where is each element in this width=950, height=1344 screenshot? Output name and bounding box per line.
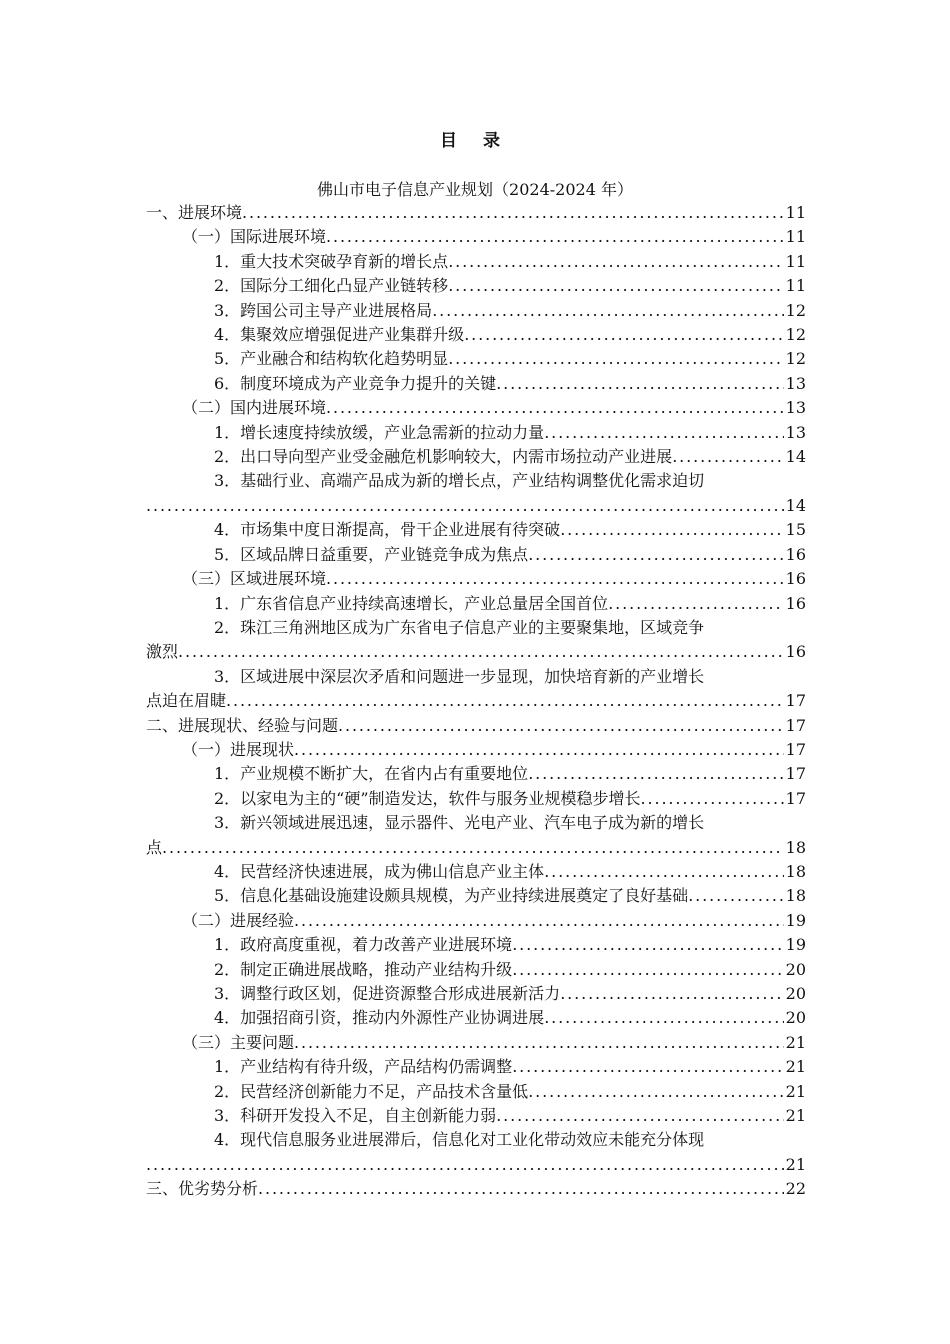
toc-entry-page: 11 xyxy=(785,251,806,271)
toc-entry-label: 2．制定正确进展战略，推动产业结构升级 xyxy=(214,959,513,979)
dot-leader xyxy=(338,714,784,738)
dot-leader xyxy=(512,958,783,982)
toc-entry-label: 3．新兴领域进展迅速，显示器件、光电产业、汽车电子成为新的增长 xyxy=(214,813,705,833)
toc-entry-page: 21 xyxy=(785,1106,806,1126)
toc-entry-label: 1．广东省信息产业持续高速增长，产业总量居全国首位 xyxy=(214,593,609,613)
toc-entry-item[interactable] xyxy=(146,884,806,908)
toc-entry-label: 4．加强招商引资，推动内外源性产业协调进展 xyxy=(214,1008,545,1028)
toc-entry-label: 1．产业规模不断扩大，在省内占有重要地位 xyxy=(214,764,529,784)
toc-entry-page: 12 xyxy=(785,325,806,345)
toc-entry-chapter-1[interactable] xyxy=(146,201,806,225)
dot-leader xyxy=(448,250,783,274)
toc-entry-label-cont: 点迫在眉睫 xyxy=(146,691,227,711)
dot-leader xyxy=(258,1177,784,1201)
toc-entry-item[interactable] xyxy=(146,299,806,323)
toc-entry-page: 11 xyxy=(785,227,806,247)
toc-entry-section[interactable] xyxy=(146,1031,806,1055)
toc-entry-label: 5．信息化基础设施建设颇具规模，为产业持续进展奠定了良好基础 xyxy=(214,886,689,906)
toc-entry-label: 1．增长速度持续放缓，产业急需新的拉动力量 xyxy=(214,422,545,442)
toc-entry-page: 13 xyxy=(785,398,806,418)
toc-entry-page: 16 xyxy=(785,544,806,564)
toc-entry-section[interactable] xyxy=(146,396,806,420)
toc-entry-item[interactable] xyxy=(146,518,806,542)
toc-entry-page: 20 xyxy=(785,984,806,1003)
toc-entry-item[interactable] xyxy=(146,762,806,786)
dot-leader xyxy=(294,1031,784,1055)
dot-leader xyxy=(672,445,783,469)
toc-entry-label: 3．调整行政区划，促进资源整合形成进展新活力 xyxy=(214,984,561,1003)
dot-leader xyxy=(528,762,783,786)
toc-entry-item[interactable] xyxy=(146,347,806,371)
toc-entry-page: 16 xyxy=(785,569,806,589)
toc-entry-item[interactable] xyxy=(146,274,806,298)
dot-leader xyxy=(226,689,784,713)
dot-leader xyxy=(528,543,783,567)
dot-leader xyxy=(512,933,783,957)
toc-entry-item[interactable] xyxy=(146,543,806,567)
dot-leader xyxy=(560,518,783,542)
toc-entry-label: 2．民营经济创新能力不足，产品技术含量低 xyxy=(214,1081,529,1101)
dot-leader xyxy=(146,1153,784,1177)
dot-leader xyxy=(641,787,784,811)
toc-entry-label: 3．基础行业、高端产品成为新的增长点，产业结构调整优化需求迫切 xyxy=(214,471,705,491)
dot-leader xyxy=(162,836,784,860)
dot-leader xyxy=(560,982,783,1006)
toc-entry-item[interactable] xyxy=(146,469,806,518)
toc-entry-page: 21 xyxy=(785,1081,806,1101)
toc-entry-item[interactable] xyxy=(146,421,806,445)
dot-leader xyxy=(688,884,783,908)
toc-entry-label: 2．国际分工细化凸显产业链转移 xyxy=(214,276,449,296)
toc-entry-page: 21 xyxy=(785,1032,806,1052)
toc-entry-chapter-2[interactable] xyxy=(146,714,806,738)
dot-leader xyxy=(326,225,784,249)
dot-leader xyxy=(326,567,784,591)
toc-entry-item[interactable] xyxy=(146,1080,806,1104)
toc-entry-item[interactable] xyxy=(146,1104,806,1128)
toc-entry-label: 3．科研开发投入不足，自主创新能力弱 xyxy=(214,1106,497,1126)
dot-leader xyxy=(448,274,783,298)
toc-entry-item[interactable] xyxy=(146,1128,806,1177)
dot-leader xyxy=(448,347,783,371)
toc-entry-item[interactable] xyxy=(146,982,806,1006)
toc-entry-label: （二）进展经验 xyxy=(182,910,295,930)
toc-entry-page: 21 xyxy=(785,1057,806,1077)
toc-entry-page: 13 xyxy=(785,373,806,393)
toc-entry-item[interactable] xyxy=(146,250,806,274)
toc-entry-label: 三、优劣势分析 xyxy=(146,1179,259,1199)
toc-entry-section[interactable] xyxy=(146,567,806,591)
toc-entry-label: 1．政府高度重视，着力改善产业进展环境 xyxy=(214,935,513,955)
toc-entry-page: 20 xyxy=(785,1008,806,1028)
dot-leader xyxy=(512,1055,783,1079)
toc-entry-label: （三）区域进展环境 xyxy=(182,569,327,589)
toc-entry-item[interactable] xyxy=(146,1055,806,1079)
dot-leader xyxy=(464,323,783,347)
dot-leader xyxy=(496,1104,783,1128)
toc-entry-label: 6．制度环境成为产业竞争力提升的关键 xyxy=(214,373,497,393)
toc-entry-item[interactable] xyxy=(146,787,806,811)
toc-entry-page: 18 xyxy=(785,886,806,906)
table-of-contents xyxy=(146,201,806,1202)
toc-entry-label: 2．出口导向型产业受金融危机影响较大，内需市场拉动产业进展 xyxy=(214,447,673,467)
toc-entry-page: 11 xyxy=(785,276,806,296)
toc-entry-page: 17 xyxy=(785,764,806,784)
toc-entry-page: 22 xyxy=(785,1179,806,1199)
toc-entry-label: 4．集聚效应增强促进产业集群升级 xyxy=(214,325,465,345)
dot-leader xyxy=(544,421,783,445)
toc-entry-label: 4．市场集中度日渐提高，骨干企业进展有待突破 xyxy=(214,520,561,540)
toc-entry-section[interactable] xyxy=(146,909,806,933)
toc-entry-page: 19 xyxy=(785,910,806,930)
toc-entry-item[interactable] xyxy=(146,372,806,396)
toc-entry-page: 11 xyxy=(785,203,806,222)
toc-entry-page: 16 xyxy=(785,593,806,613)
toc-entry-label: 3．区域进展中深层次矛盾和问题进一步显现，加快培育新的产业增长 xyxy=(214,666,705,686)
toc-entry-label: 1．重大技术突破孕育新的增长点 xyxy=(214,251,449,271)
dot-leader xyxy=(496,372,783,396)
toc-entry-page: 21 xyxy=(785,1154,806,1174)
toc-entry-page: 17 xyxy=(785,691,806,711)
toc-entry-label: 一、进展环境 xyxy=(146,203,243,222)
dot-leader xyxy=(544,860,783,884)
dot-leader xyxy=(326,396,784,420)
toc-entry-page: 18 xyxy=(785,837,806,857)
toc-entry-label: 5．产业融合和结构软化趋势明显 xyxy=(214,349,449,369)
dot-leader xyxy=(294,909,784,933)
toc-entry-item[interactable] xyxy=(146,323,806,347)
toc-entry-item[interactable] xyxy=(146,933,806,957)
toc-entry-label: （三）主要问题 xyxy=(182,1032,295,1052)
toc-entry-page: 15 xyxy=(785,520,806,540)
toc-entry-label-cont: 激烈 xyxy=(146,642,179,662)
toc-entry-label: 5．区域品牌日益重要，产业链竞争成为焦点 xyxy=(214,544,529,564)
toc-entry-item[interactable] xyxy=(146,665,806,714)
toc-entry-item[interactable] xyxy=(146,616,806,665)
dot-leader xyxy=(544,1006,783,1030)
toc-entry-section[interactable] xyxy=(146,225,806,249)
dot-leader xyxy=(294,738,784,762)
dot-leader xyxy=(432,299,783,323)
toc-entry-label: （一）国际进展环境 xyxy=(182,227,327,247)
toc-entry-item[interactable] xyxy=(146,1006,806,1030)
dot-leader xyxy=(528,1080,783,1104)
toc-entry-page: 12 xyxy=(785,300,806,320)
toc-entry-page: 13 xyxy=(785,422,806,442)
toc-entry-item[interactable] xyxy=(146,592,806,616)
document-title: 佛山市电子信息产业规划（2024-2024 年） xyxy=(317,180,633,199)
dot-leader xyxy=(242,201,784,225)
dot-leader xyxy=(146,494,784,518)
toc-entry-item[interactable] xyxy=(146,958,806,982)
toc-entry-label: （一）进展现状 xyxy=(182,739,295,759)
toc-entry-label: 2．珠江三角洲地区成为广东省电子信息产业的主要聚集地，区域竞争 xyxy=(214,617,705,637)
toc-entry-page: 18 xyxy=(785,861,806,881)
toc-entry-label: 1．产业结构有待升级，产品结构仍需调整 xyxy=(214,1057,513,1077)
toc-entry-section[interactable] xyxy=(146,738,806,762)
dot-leader xyxy=(608,592,783,616)
toc-entry-item[interactable] xyxy=(146,860,806,884)
toc-heading: 目 录 xyxy=(440,131,510,151)
toc-entry-item[interactable] xyxy=(146,811,806,860)
toc-entry-label: 3．跨国公司主导产业进展格局 xyxy=(214,300,433,320)
toc-entry-page: 16 xyxy=(785,642,806,662)
toc-entry-page: 17 xyxy=(785,739,806,759)
dot-leader xyxy=(178,640,784,664)
toc-entry-chapter-3[interactable] xyxy=(146,1177,806,1201)
toc-entry-page: 12 xyxy=(785,349,806,369)
toc-entry-label: 二、进展现状、经验与问题 xyxy=(146,715,339,735)
toc-entry-page: 20 xyxy=(785,959,806,979)
toc-entry-page: 14 xyxy=(785,495,806,515)
toc-entry-label-cont: 点 xyxy=(146,837,163,857)
toc-entry-page: 14 xyxy=(785,447,806,467)
toc-entry-item[interactable] xyxy=(146,445,806,469)
toc-entry-label: 4．现代信息服务业进展滞后，信息化对工业化带动效应未能充分体现 xyxy=(214,1130,705,1150)
toc-entry-page: 19 xyxy=(785,935,806,955)
toc-entry-label: 2．以家电为主的“硬”制造发达，软件与服务业规模稳步增长 xyxy=(214,788,641,808)
toc-entry-page: 17 xyxy=(785,788,806,808)
toc-entry-label: 4．民营经济快速进展，成为佛山信息产业主体 xyxy=(214,861,545,881)
toc-entry-page: 17 xyxy=(785,715,806,735)
toc-entry-label: （二）国内进展环境 xyxy=(182,398,327,418)
